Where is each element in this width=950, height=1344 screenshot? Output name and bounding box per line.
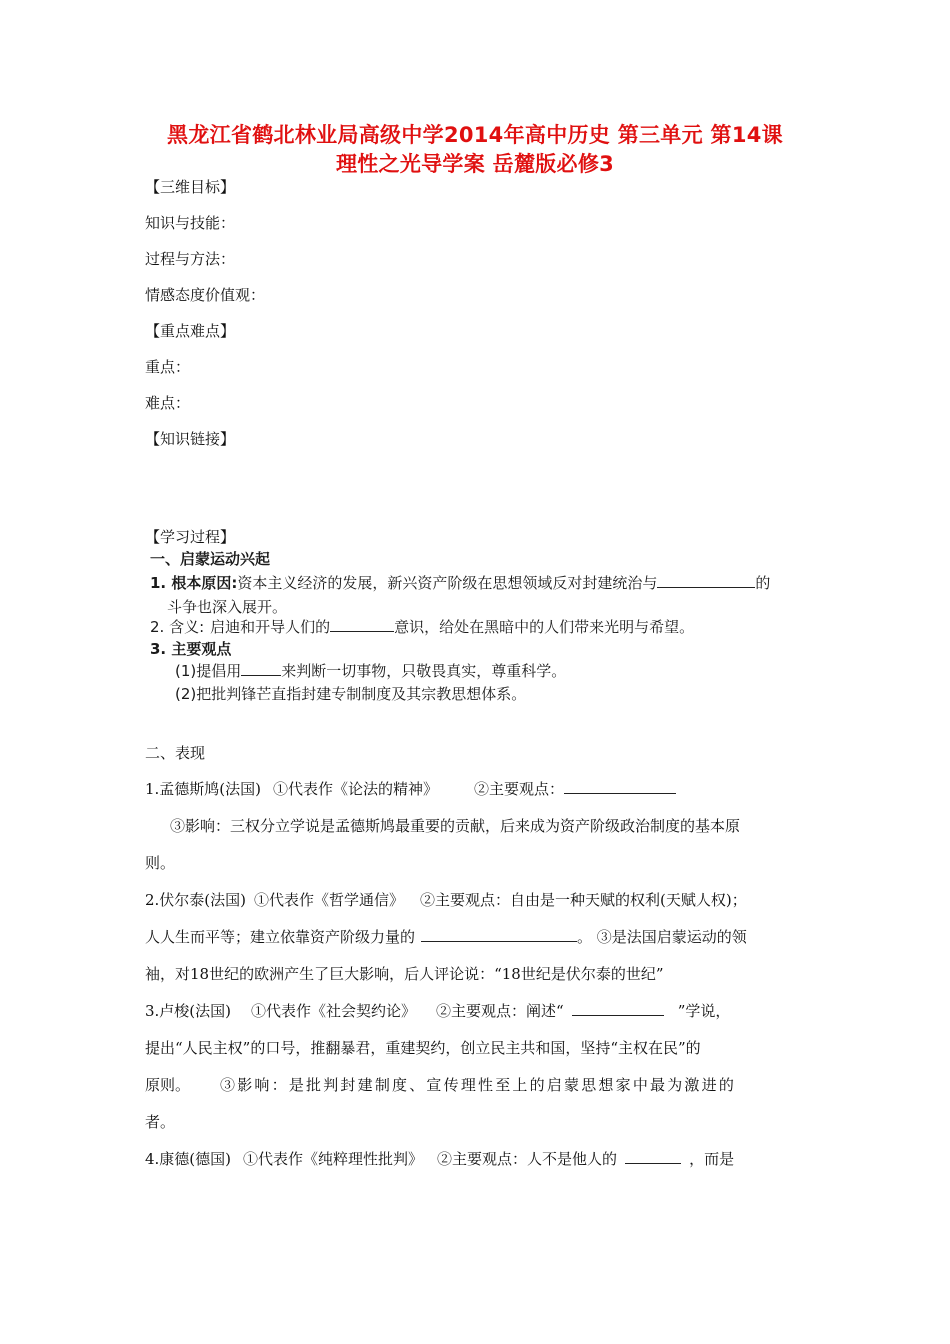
voltaire-name: 2.伏尔泰(法国) (145, 891, 247, 909)
voltaire-work: ①代表作《哲学通信》 (254, 891, 405, 909)
item1-continuation: 斗争也深入展开。 (167, 598, 288, 616)
voltaire-line2-a: 人人生而平等；建立依靠资产阶级力量的 (145, 928, 416, 946)
item3-label: 3. 主要观点 (150, 640, 232, 658)
point1-blank (241, 661, 281, 676)
point2-line: (2)把批判锋芒直指封建专制制度及其宗教思想体系。 (175, 685, 527, 703)
voltaire-line2 (145, 926, 747, 948)
montesquieu-view-label: ②主要观点： (474, 780, 565, 798)
difficult-point-label: 难点： (145, 394, 191, 412)
rousseau-line4: 者。 (145, 1113, 176, 1131)
voltaire-view: ②主要观点：自由是一种天赋的权利(天赋人权)； (420, 891, 747, 909)
point1-text-a: (1)提倡用 (175, 662, 242, 680)
montesquieu-blank (564, 779, 676, 794)
kant-work: ①代表作《纯粹理性批判》 (243, 1150, 424, 1168)
montesquieu-line3: 则。 (145, 854, 176, 872)
rousseau-line3 (145, 1074, 736, 1096)
montesquieu-line1 (145, 778, 676, 800)
point1-text-b: 来判断一切事物，只敬畏真实，尊重科学。 (281, 662, 567, 680)
knowledge-label: 知识与技能： (145, 214, 236, 232)
kant-view-end: ，而是 (689, 1150, 735, 1168)
rousseau-line1 (145, 1000, 730, 1022)
rousseau-line3-b: ③影响：是批判封建制度、宣传理性至上的启蒙思想家中最为激进的 (220, 1076, 737, 1094)
rousseau-blank (572, 1001, 664, 1016)
item2-line (150, 616, 694, 638)
enlightenment-heading: 一、启蒙运动兴起 (150, 550, 271, 568)
item1-line (150, 572, 770, 594)
performance-heading: 二、表现 (145, 744, 206, 762)
kant-view-label: ②主要观点：人不是他人的 (437, 1150, 618, 1168)
rousseau-line3-a: 原则。 (145, 1076, 191, 1094)
item1-blank (657, 573, 755, 588)
voltaire-line2-b: 。 ③是法国启蒙运动的领 (577, 928, 747, 946)
knowledge-link-heading: 【知识链接】 (145, 430, 236, 448)
item2-blank (330, 617, 394, 632)
montesquieu-line2: ③影响：三权分立学说是孟德斯鸠最重要的贡献，后来成为资产阶级政治制度的基本原 (170, 817, 741, 835)
item2-label: 2. 含义: (150, 618, 205, 636)
item1-end: 的 (755, 574, 771, 592)
voltaire-line1 (145, 889, 747, 911)
item2-text-b: 意识，给处在黑暗中的人们带来光明与希望。 (394, 618, 695, 636)
item2-text-a: 启迪和开导人们的 (210, 618, 331, 636)
study-process-heading: 【学习过程】 (145, 528, 236, 546)
rousseau-view-end: ”学说， (677, 1002, 731, 1020)
rousseau-view-label: ②主要观点：阐述“ (436, 1002, 564, 1020)
key-point-label: 重点： (145, 358, 191, 376)
rousseau-line2: 提出“人民主权”的口号，推翻暴君，重建契约，创立民主共和国，坚持“主权在民”的 (145, 1039, 701, 1057)
goals-heading: 【三维目标】 (145, 178, 236, 196)
kant-line1 (145, 1148, 734, 1170)
emotion-label: 情感态度价值观： (145, 286, 266, 304)
document-title-line1: 黑龙江省鹤北林业局高级中学2014年高中历史 第三单元 第14课 (167, 123, 783, 147)
montesquieu-name: 1.孟德斯鸠(法国) (145, 780, 262, 798)
voltaire-line3: 袖，对18世纪的欧洲产生了巨大影响，后人评论说：“18世纪是伏尔泰的世纪” (145, 965, 664, 983)
kant-name: 4.康德(德国) (145, 1150, 232, 1168)
kant-blank (625, 1149, 681, 1164)
rousseau-work: ①代表作《社会契约论》 (251, 1002, 417, 1020)
point1-line (175, 660, 566, 682)
item1-label: 1. 根本原因: (150, 574, 238, 592)
keypoints-heading: 【重点难点】 (145, 322, 236, 340)
rousseau-name: 3.卢梭(法国) (145, 1002, 232, 1020)
item1-text: 资本主义经济的发展，新兴资产阶级在思想领域反对封建统治与 (237, 574, 658, 592)
document-title-line2: 理性之光导学案 岳麓版必修3 (335, 152, 615, 176)
process-label: 过程与方法： (145, 250, 236, 268)
montesquieu-work: ①代表作《论法的精神》 (273, 780, 439, 798)
voltaire-blank (421, 927, 577, 942)
